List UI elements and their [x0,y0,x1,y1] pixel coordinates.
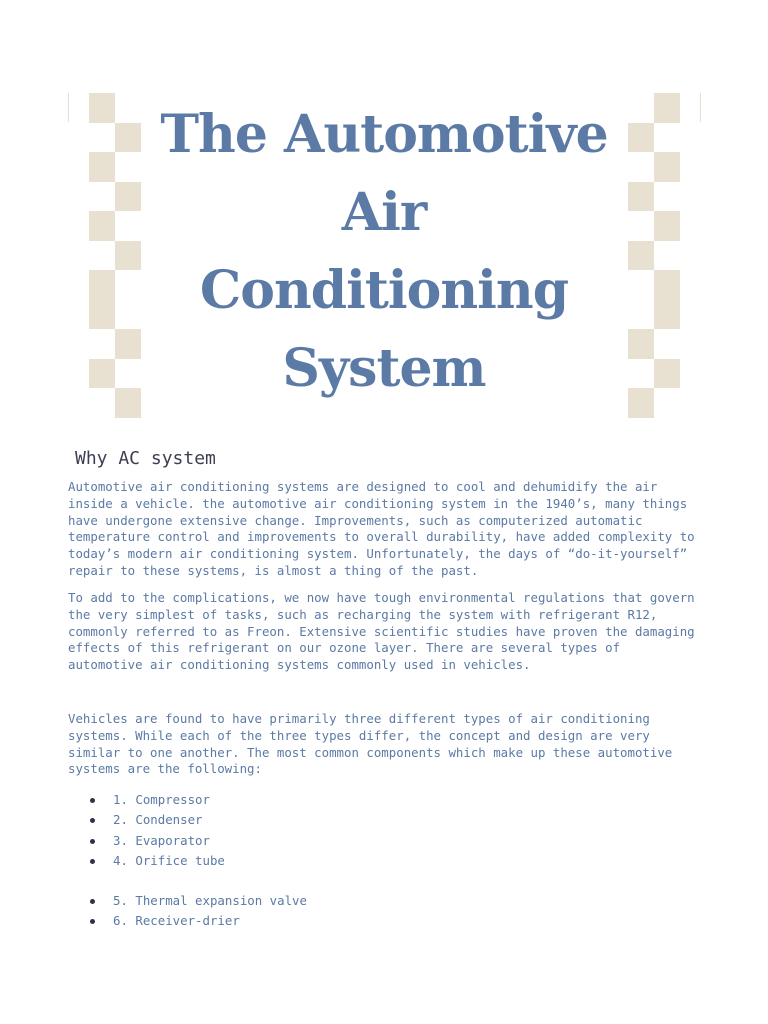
bullet-icon [90,859,95,864]
bullet-icon [90,798,95,803]
frame-edge-left [68,93,69,122]
checker-square [89,152,115,182]
list-item [90,891,307,911]
checker-square [89,359,115,389]
document-title [150,96,618,408]
paragraph-types: Vehicles are found to have primarily three different types of air conditioning systems. While each of the three types differ, the concept and design are very similar to one another. The most common components which make up these automotive systems are the following: [68,711,673,777]
list-item [90,831,225,851]
checker-square [89,93,115,123]
title-line-2: Air Conditioning [199,182,569,321]
list-item-text: 5. Thermal expansion valve [113,893,307,908]
list-item-text: 3. Evaporator [113,832,210,848]
bullet-icon [90,919,95,924]
checker-square [115,182,141,212]
list-item [90,790,225,810]
list-item [90,851,225,871]
title-line-3: System [282,338,486,399]
list-item [90,810,225,830]
checker-square [654,300,680,330]
checker-square [628,329,654,359]
checker-square [89,211,115,241]
title-line-1: The Automotive [160,104,608,165]
checker-square [628,241,654,271]
checker-square [89,300,115,330]
list-item [90,911,307,931]
right-checker-border [628,93,680,418]
list-item-text: 4. Orifice tube [113,852,225,868]
checker-square [628,182,654,212]
list-item-text: 2. Condenser [113,812,203,828]
list-item-text: 6. Receiver-drier [113,913,240,929]
checker-square [654,152,680,182]
components-list-1 [90,790,225,871]
paragraph-regulations: To add to the complications, we now have tough environmental regulations that govern the very simplest of tasks, such as recharging the system with refrigerant R12, commonly referred to as Freon. Extensive scientific studies have proven the damaging effects of this refrigerant on our ozone layer. There are several types of automotive air conditioning systems commonly used in vehicles. [68,590,695,673]
checker-square [115,388,141,418]
checker-square [115,329,141,359]
frame-edge-right [700,93,701,122]
paragraph-intro: Automotive air conditioning systems are designed to cool and dehumidify the air inside a vehicle. the automotive air conditioning system in the 1940’s, many things have undergone extensive change. Improvements, such as computerized automatic temperature control and improvements to overall durability, have added complexity to today’s modern air conditioning system. Unfortunately, the days of “do-it-yourself” repair to these systems, is almost a thing of the past. [68,479,695,578]
bullet-icon [90,899,95,904]
checker-square [654,93,680,123]
checker-square [654,270,680,300]
checker-square [654,359,680,389]
list-item-text: 1. Compressor [113,792,210,807]
components-list-2 [90,891,307,932]
section-heading: Why AC system [75,448,216,469]
checker-square [654,211,680,241]
checker-square [89,270,115,300]
bullet-icon [90,818,95,823]
checker-square [115,241,141,271]
checker-square [628,388,654,418]
checker-square [628,123,654,153]
bullet-icon [90,839,95,844]
checker-square [115,123,141,153]
left-checker-border [89,93,141,418]
